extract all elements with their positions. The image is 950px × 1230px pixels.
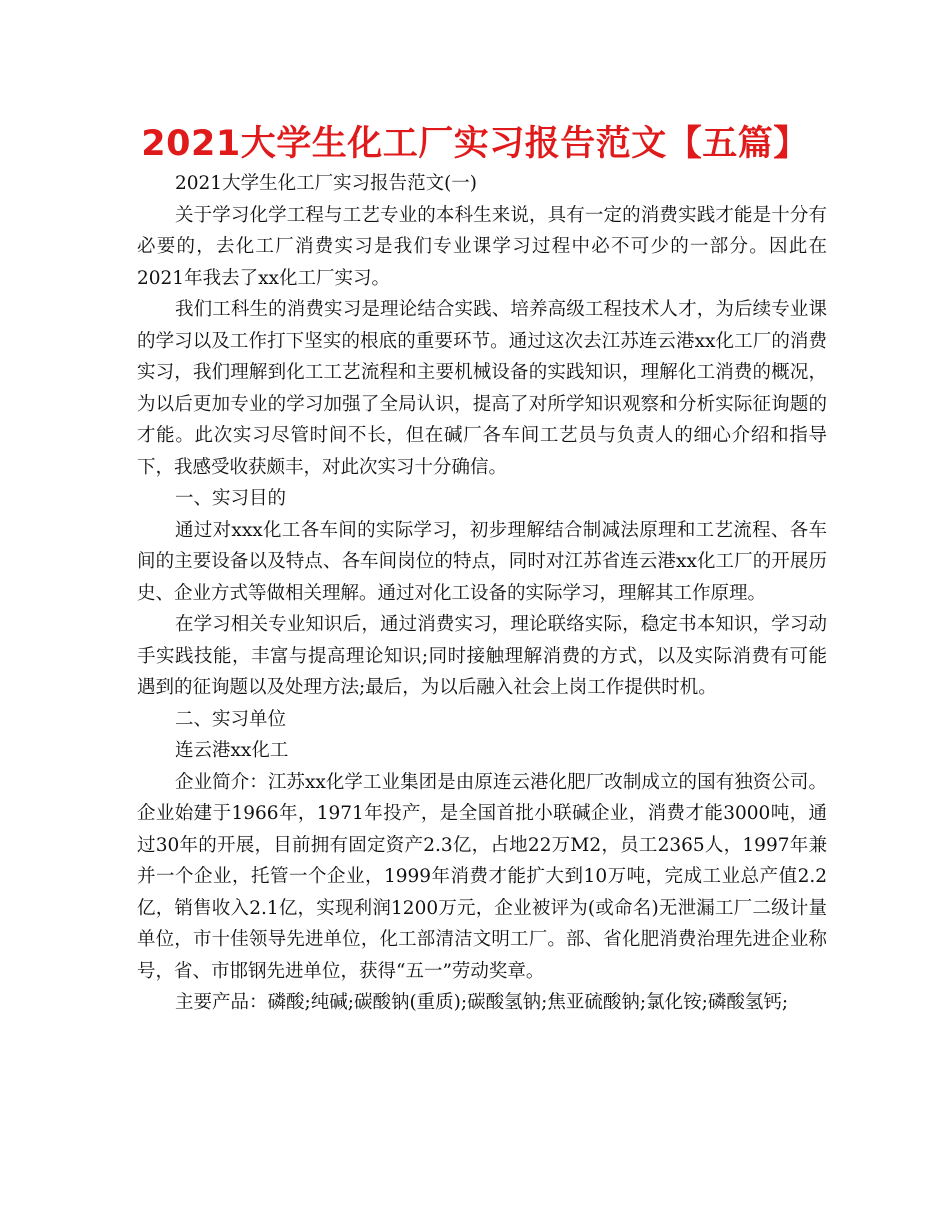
paragraph-intro: 关于学习化学工程与工艺专业的本科生来说，具有一定的消费实践才能是十分有必要的，去化工厂消费实习是我们专业课学习过程中必不可少的一部分。因此在2021年我去了xx化工厂实习。: [137, 204, 827, 289]
section-subtitle: 2021大学生化工厂实习报告范文(一): [175, 173, 478, 194]
paragraph-main-products: 主要产品：磷酸;纯碱;碳酸钠(重质);碳酸氢钠;焦亚硫酸钠;氯化铵;磷酸氢钙;: [175, 992, 789, 1013]
unit-name: 连云港xx化工: [175, 740, 289, 761]
paragraph-purpose-skills: 在学习相关专业知识后，通过消费实习，理论联络实际，稳定书本知识，学习动手实践技能，丰富与提高理论知识;同时接触理解消费的方式，以及实际消费有可能遇到的征询题以及处理方法;最后，为以后融入社会上岗工作提供时机。: [137, 614, 827, 698]
paragraph-purpose-detail: 通过对xxx化工各车间的实际学习，初步理解结合制减法原理和工艺流程、各车间的主要设备以及特点、各车间岗位的特点，同时对江苏省连云港xx化工厂的开展历史、企业方式等做相关理解。通过对化工设备的实际学习，理解其工作原理。: [137, 519, 827, 604]
document-title: 2021大学生化工厂实习报告范文【五篇】: [141, 124, 809, 164]
heading-internship-unit: 二、实习单位: [175, 708, 287, 730]
paragraph-company-profile: 企业简介：江苏xx化学工业集团是由原连云港化肥厂改制成立的国有独资公司。企业始建于1966年，1971年投产，是全国首批小联碱企业，消费才能3000吨，通过30年的开展，目前拥有固定资产2.3亿，占地22万M2，员工2365人，1997年兼并一个企业，托管一个企业，1999年消费才能扩大到10万吨，完成工业总产值2.2亿，销售收入2.1亿，实现利润1200万元，企业被评为(或命名)无泄漏工厂二级计量单位，市十佳领导先进单位，化工部清洁文明工厂。部、省化肥消费治理先进企业称号，省、市邯钢先进单位，获得“五一”劳动奖章。: [137, 771, 827, 982]
heading-internship-purpose: 一、实习目的: [175, 488, 287, 509]
paragraph-practice-significance: 我们工科生的消费实习是理论结合实践、培养高级工程技术人才，为后续专业课的学习以及工作打下坚实的根底的重要环节。通过这次去江苏连云港xx化工厂的消费实习，我们理解到化工工艺流程和主要机械设备的实践知识，理解化工消费的概况，为以后更加专业的学习加强了全局认识，提高了对所学知识观察和分析实际征询题的才能。此次实习尽管时间不长，但在碱厂各车间工艺员与负责人的细心介绍和指导下，我感受收获颇丰，对此次实习十分确信。: [137, 299, 827, 478]
document-body: [137, 168, 827, 1019]
